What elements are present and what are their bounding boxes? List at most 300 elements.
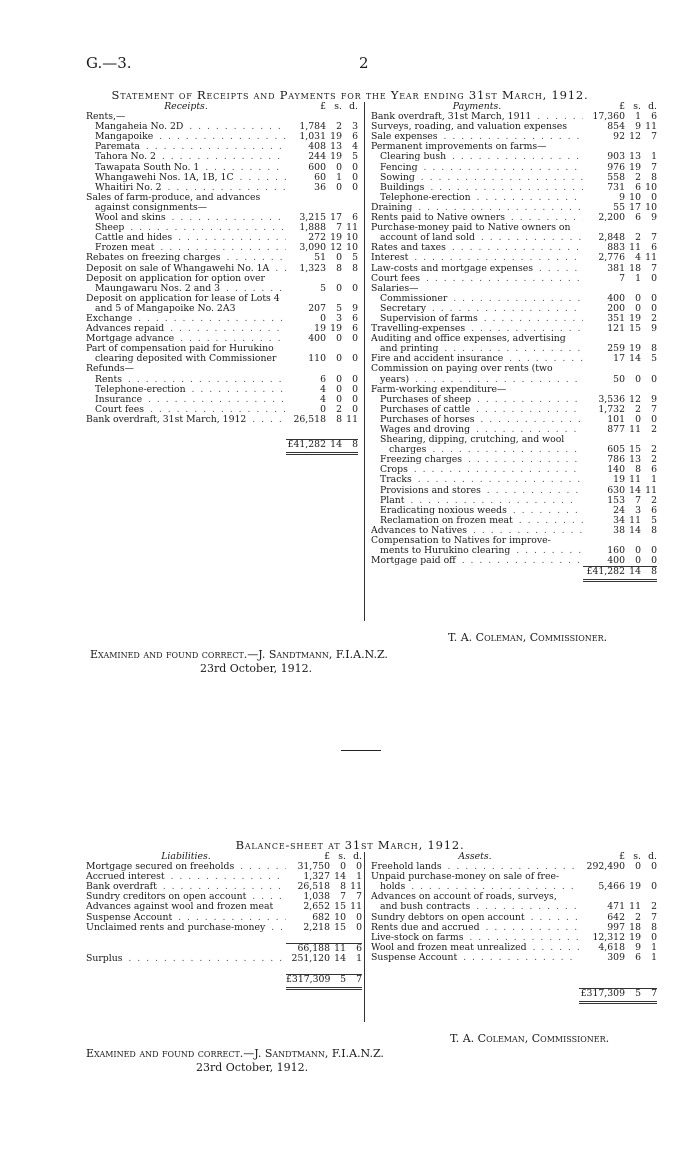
row-shillings: 13: [330, 141, 342, 153]
row-description: Sowing . .: [371, 173, 583, 183]
row-pounds: 272: [308, 232, 326, 244]
row-pence: 0: [356, 911, 362, 923]
ledger-row: [86, 395, 358, 405]
row-description: Suspense Account . .: [86, 913, 286, 923]
row-pounds: 1,323: [299, 262, 326, 274]
row-pounds: 4: [320, 383, 326, 395]
row-pence: 7: [651, 262, 657, 274]
ledger-row: [86, 264, 358, 274]
liabilities-heading: Liabilities.: [161, 851, 211, 862]
row-pence: 11: [645, 252, 657, 264]
row-shillings: 1: [635, 111, 641, 123]
row-shillings: 0: [635, 861, 641, 873]
row-pence: 0: [651, 292, 657, 304]
row-shillings: 0: [340, 861, 346, 873]
row-description: Permanent improvements on farms—: [371, 142, 547, 153]
balance-title: Balance-sheet at 31st March, 1912.: [235, 838, 465, 852]
row-description: Eradicating noxious weeds . .: [371, 506, 583, 516]
assets-table: [371, 852, 657, 1004]
row-description: Advances on account of roads, surveys,: [371, 892, 557, 903]
row-pounds: 19: [613, 474, 625, 486]
row-pounds: 786: [607, 454, 625, 466]
row-shillings: 2: [635, 403, 641, 415]
row-description: Surplus . .: [86, 954, 286, 964]
row-pounds: 153: [607, 494, 625, 506]
row-pence: 5: [651, 514, 657, 526]
row-pounds: 1,888: [299, 222, 326, 234]
row-pounds: 110: [308, 353, 326, 365]
row-pounds: 605: [607, 444, 625, 456]
row-pence: 0: [352, 171, 358, 183]
row-shillings: 8: [336, 413, 342, 425]
row-shillings: 19: [330, 323, 342, 335]
row-shillings: 12: [629, 131, 641, 143]
row-pounds: 38: [613, 524, 625, 536]
row-description: Freezing charges . .: [371, 455, 583, 465]
row-description: Sheep . .: [86, 223, 286, 233]
row-shillings: 17: [330, 212, 342, 224]
row-pounds: 381: [607, 262, 625, 274]
row-shillings: 1: [336, 171, 342, 183]
pound-header: £: [619, 101, 625, 112]
row-description: Salaries—: [371, 283, 419, 294]
pound-header: £: [619, 851, 625, 862]
row-pounds: 51: [314, 252, 326, 264]
row-pounds: 883: [607, 242, 625, 254]
row-pence: 6: [651, 464, 657, 476]
row-pence: [342, 193, 358, 203]
row-description: Rents,—: [86, 112, 126, 123]
row-shillings: 7: [336, 222, 342, 234]
row-shillings: 2: [635, 232, 641, 244]
row-shillings: 14: [629, 524, 641, 536]
row-pence: 6: [651, 111, 657, 123]
row-pence: 0: [352, 393, 358, 405]
row-shillings: 7: [635, 494, 641, 506]
row-shillings: 11: [629, 242, 641, 254]
row-shillings: 19: [330, 232, 342, 244]
row-shillings: 19: [330, 151, 342, 163]
balance-signature: T. A. Coleman, Commissioner.: [450, 1032, 610, 1045]
row-pence: 4: [352, 141, 358, 153]
row-pence: 0: [651, 881, 657, 893]
statement-signature: T. A. Coleman, Commissioner.: [448, 631, 608, 644]
row-description: [86, 943, 286, 954]
row-shillings: 11: [629, 424, 641, 435]
row-description: and 5 of Mangapoike No. 2A3: [95, 303, 236, 314]
row-pounds: 630: [607, 484, 625, 496]
row-shillings: 0: [336, 252, 342, 264]
row-shillings: 19: [629, 343, 641, 355]
row-pence: 1: [651, 951, 657, 963]
row-pence: 0: [356, 921, 362, 933]
row-pence: 9: [651, 212, 657, 224]
ledger-row: [86, 354, 358, 364]
shilling-header: s.: [338, 851, 346, 862]
row-pence: 10: [645, 181, 657, 193]
row-description: Surveys, roading, and valuation expenses: [371, 122, 568, 133]
row-description: Mangaheia No. 2D . .: [86, 122, 286, 132]
pence-header: d.: [648, 101, 657, 112]
row-description: Freehold lands . .: [371, 862, 579, 872]
row-description: years) . .: [371, 375, 583, 385]
page-ref: G.—3.: [86, 54, 132, 72]
row-pence: 11: [346, 413, 358, 425]
row-pounds: 558: [607, 171, 625, 183]
row-pounds: 92: [613, 131, 625, 143]
row-shillings: 14: [629, 484, 641, 496]
row-pounds: 2,218: [303, 921, 330, 933]
row-shillings: 8: [635, 464, 641, 476]
ledger-row: [86, 954, 362, 964]
row-shillings: 6: [635, 181, 641, 193]
row-shillings: 8: [336, 262, 342, 274]
row-pounds: 259: [607, 343, 625, 355]
row-pence: 0: [352, 333, 358, 345]
row-shillings: 0: [336, 353, 342, 365]
row-pence: 0: [651, 191, 657, 203]
row-pence: 11: [645, 121, 657, 133]
shilling-header: s.: [633, 101, 641, 112]
ledger-row: [371, 253, 657, 263]
row-shillings: 18: [629, 262, 641, 274]
row-pounds: 731: [607, 181, 625, 193]
row-shillings: 14: [629, 353, 641, 365]
shilling-header: s.: [633, 851, 641, 862]
row-description: Supervision of farms . .: [371, 314, 583, 324]
section-rule: [341, 750, 381, 751]
row-pounds: 17,360: [592, 111, 625, 123]
row-pence: 7: [651, 232, 657, 244]
row-description: Rents . .: [86, 375, 286, 385]
row-description: Mortgage advance . .: [86, 334, 286, 344]
row-shillings: 14: [334, 871, 346, 883]
row-pounds: 400: [607, 292, 625, 304]
row-shillings: 6: [635, 212, 641, 224]
row-pence: 6: [346, 943, 362, 954]
row-pence: 7: [651, 131, 657, 143]
row-description: Court fees . .: [371, 274, 583, 284]
row-pounds: 140: [607, 464, 625, 476]
row-shillings: [326, 193, 342, 203]
row-pounds: 1,031: [299, 131, 326, 143]
assets-total-pounds: £317,309: [579, 988, 625, 1002]
row-description: and bush contracts . .: [371, 902, 579, 912]
assets-total-pence: 7: [641, 988, 657, 1002]
row-description: holds . .: [371, 882, 579, 892]
row-pounds: 4: [320, 393, 326, 405]
row-description: Unclaimed rents and purchase-money . .: [86, 923, 286, 933]
row-description: Purchases of horses . .: [371, 415, 583, 425]
row-pence: 7: [651, 403, 657, 415]
row-shillings: 13: [629, 151, 641, 163]
row-description: Deposit on application for option over: [86, 273, 265, 284]
row-description: Sales of farm-produce, and advances: [86, 192, 261, 203]
ledger-row: [371, 953, 657, 963]
row-description: Refunds—: [86, 364, 134, 375]
row-shillings: 0: [635, 302, 641, 314]
ledger-row: [371, 183, 657, 193]
row-description: Frozen meat . .: [86, 243, 286, 253]
row-pence: 11: [645, 484, 657, 496]
row-shillings: 0: [336, 383, 342, 395]
row-description: Clearing bush . .: [371, 152, 583, 162]
row-description: Rebates on freezing charges . .: [86, 253, 286, 263]
ledger-row: [371, 882, 657, 892]
row-pence: 2: [651, 444, 657, 456]
row-pounds: 24: [613, 504, 625, 516]
row-pounds: 7: [619, 272, 625, 284]
receipts-total-shillings: 14: [326, 439, 342, 453]
row-pounds: 1,732: [598, 403, 625, 415]
row-description: Accrued interest . .: [86, 872, 286, 882]
row-shillings: 0: [336, 181, 342, 193]
row-pounds: 101: [607, 413, 625, 425]
row-pence: 0: [651, 373, 657, 385]
row-pounds: 997: [607, 921, 625, 933]
pound-header: £: [324, 851, 330, 862]
row-pounds: 408: [308, 141, 326, 153]
row-pence: 5: [651, 353, 657, 365]
receipts-table: [86, 102, 358, 455]
row-description: Mortgage secured on freeholds . .: [86, 862, 286, 872]
row-shillings: 14: [334, 952, 346, 964]
row-pence: 0: [352, 403, 358, 415]
row-pounds: 5,466: [598, 881, 625, 893]
row-description: Deposit on sale of Whangawehi No. 1A . .: [86, 264, 286, 274]
row-pounds: 292,490: [586, 861, 625, 873]
row-pounds: 55: [613, 201, 625, 213]
row-description: Advances repaid . .: [86, 324, 286, 334]
liabilities-total-pence: 7: [346, 975, 362, 989]
row-pence: 7: [356, 891, 362, 903]
statement-title: Statement of Receipts and Payments for the Year ending 31st March, 1912.: [111, 88, 589, 102]
row-shillings: 6: [635, 951, 641, 963]
balance-examined: Examined and found correct.—J. Sandtmann, F.I.A.N.Z.: [86, 1047, 384, 1060]
row-description: Auditing and office expenses, advertising: [371, 334, 566, 345]
row-description: Provisions and stores . .: [371, 486, 583, 496]
row-description: Plant . .: [371, 496, 583, 506]
row-description: Tawapata South No. 1 . .: [86, 163, 286, 173]
row-description: clearing deposited with Commissioner: [95, 354, 277, 365]
row-description: Purchases of sheep . .: [371, 395, 583, 405]
row-description: Rates and taxes . .: [371, 243, 583, 253]
row-description: Commissioner . .: [371, 294, 583, 304]
liabilities-total-shillings: 5: [330, 975, 346, 989]
row-description: Fire and accident insurance . .: [371, 354, 583, 364]
row-description: Deposit on application for lease of Lots 4: [86, 293, 280, 304]
row-shillings: 3: [336, 312, 342, 324]
row-description: Telephone-erection . .: [86, 385, 286, 395]
row-shillings: 5: [336, 302, 342, 314]
row-pence: 2: [651, 494, 657, 506]
ledger-row: [371, 274, 657, 284]
row-pence: 0: [352, 353, 358, 365]
row-pounds: 2,848: [598, 232, 625, 244]
pence-header: d.: [648, 851, 657, 862]
row-description: Law-costs and mortgage expenses . .: [371, 264, 583, 274]
row-description: Reclamation on frozen meat . .: [371, 516, 583, 526]
row-shillings: 1: [635, 272, 641, 284]
payments-heading: Payments.: [452, 101, 502, 112]
row-pounds: 17: [613, 353, 625, 365]
receipts-total-pounds: £41,282: [286, 439, 326, 453]
payments-table: [371, 102, 657, 582]
row-pence: 3: [352, 121, 358, 133]
row-pounds: 1,327: [303, 871, 330, 883]
row-pence: 1: [356, 871, 362, 883]
row-pounds: [286, 193, 326, 203]
row-pence: 9: [651, 393, 657, 405]
row-pounds: 207: [308, 302, 326, 314]
payments-total-shillings: 14: [625, 567, 641, 581]
row-pounds: 160: [607, 545, 625, 557]
row-pounds: 2,200: [598, 212, 625, 224]
row-description: Part of compensation paid for Hurukino: [86, 344, 274, 355]
row-shillings: 0: [336, 161, 342, 173]
ledger-row: [371, 264, 657, 274]
row-shillings: 0: [336, 393, 342, 405]
ledger-row: [371, 862, 657, 872]
balance-divider: [364, 852, 365, 1022]
row-pence: 6: [352, 312, 358, 324]
row-pence: 8: [651, 343, 657, 355]
row-description: Sale expenses . .: [371, 132, 583, 142]
row-pounds: 60: [314, 171, 326, 183]
row-pounds: 34: [613, 514, 625, 526]
row-pounds: 66,188: [286, 943, 330, 954]
ledger-row: [371, 526, 657, 536]
row-pounds: 642: [607, 911, 625, 923]
row-pounds: 9: [619, 191, 625, 203]
row-description: Interest . .: [371, 253, 583, 263]
row-description: Crops . .: [371, 465, 583, 475]
row-description: Advances against wool and frozen meat: [86, 902, 274, 913]
payments-total-pounds: £41,282: [583, 567, 625, 581]
row-pounds: 600: [308, 161, 326, 173]
row-pounds: 251,120: [291, 952, 330, 964]
row-shillings: 7: [340, 891, 346, 903]
row-pence: 6: [352, 212, 358, 224]
row-shillings: 0: [336, 333, 342, 345]
row-pounds: 471: [607, 901, 625, 913]
statement-examined: Examined and found correct.—J. Sandtmann, F.I.A.N.Z.: [90, 648, 388, 661]
row-description: Advances to Natives . .: [371, 526, 583, 536]
row-pence: 6: [651, 242, 657, 254]
row-shillings: 0: [336, 282, 342, 294]
row-pence: 7: [651, 911, 657, 923]
row-pence: 11: [346, 222, 358, 234]
row-description: Draining . .: [371, 203, 583, 213]
row-pence: 6: [352, 323, 358, 335]
pence-header: d.: [349, 101, 358, 112]
row-shillings: 15: [629, 444, 641, 456]
ledger-row: [86, 274, 358, 284]
ledger-row: [371, 324, 657, 334]
row-pounds: 12,312: [592, 931, 625, 943]
row-description: Compensation to Natives for improve-: [371, 536, 551, 547]
row-shillings: 19: [629, 931, 641, 943]
row-description: and printing . .: [371, 344, 583, 354]
row-description: Sundry debtors on open account . .: [371, 913, 579, 923]
row-description: Bank overdraft, 31st March, 1911 . .: [371, 112, 583, 122]
row-description: Farm-working expenditure—: [371, 384, 507, 395]
row-pence: 0: [651, 861, 657, 873]
row-description: Shearing, dipping, crutching, and wool: [380, 435, 565, 446]
row-pounds: 3,215: [299, 212, 326, 224]
row-pounds: 976: [607, 161, 625, 173]
row-description: Unpaid purchase-money on sale of free-: [371, 872, 560, 883]
row-description: Wages and droving . .: [371, 425, 583, 435]
row-pence: 6: [352, 131, 358, 143]
row-shillings: 19: [629, 312, 641, 324]
row-shillings: 2: [635, 911, 641, 923]
row-shillings: 9: [635, 941, 641, 953]
row-pence: 0: [352, 181, 358, 193]
row-description: Commission on paying over rents (two: [371, 364, 553, 375]
ledger-row: [86, 304, 358, 314]
row-description: Wool and frozen meat unrealized . .: [371, 943, 579, 953]
row-pence: 0: [651, 272, 657, 284]
row-shillings: 10: [629, 191, 641, 203]
row-pence: 8: [352, 262, 358, 274]
row-pounds: 6: [320, 373, 326, 385]
row-description: Secretary . .: [371, 304, 583, 314]
row-pounds: 903: [607, 151, 625, 163]
row-pounds: 400: [607, 555, 625, 567]
row-description: [86, 933, 286, 944]
row-description: Live-stock on farms . .: [371, 933, 579, 943]
row-shillings: 0: [635, 545, 641, 557]
row-pence: 2: [651, 454, 657, 466]
statement-divider: [364, 102, 365, 621]
liabilities-total-pounds: £317,309: [286, 975, 330, 989]
row-shillings: 12: [629, 393, 641, 405]
row-description: Sundry creditors on open account . .: [86, 892, 286, 902]
row-shillings: 2: [336, 121, 342, 133]
row-pence: 0: [352, 161, 358, 173]
row-description: Tracks . .: [371, 475, 583, 485]
row-pence: 1: [651, 474, 657, 486]
row-shillings: 3: [635, 504, 641, 516]
row-pence: 8: [651, 921, 657, 933]
row-pounds: 26,518: [297, 881, 330, 893]
row-description: charges . .: [371, 445, 583, 455]
row-description: Maungawaru Nos. 2 and 3 . .: [86, 284, 286, 294]
row-shillings: 10: [334, 911, 346, 923]
ledger-row: [86, 183, 358, 193]
row-pounds: 854: [607, 121, 625, 133]
row-shillings: [330, 933, 346, 944]
row-pence: 5: [352, 252, 358, 264]
assets-total-shillings: 5: [625, 988, 641, 1002]
row-description: Bank overdraft . .: [86, 882, 286, 892]
row-pence: 10: [346, 242, 358, 254]
row-description: Bank overdraft, 31st March, 1912 . .: [86, 415, 286, 425]
row-pounds: 2,776: [598, 252, 625, 264]
row-description: Travelling-expenses . .: [371, 324, 583, 334]
row-pence: 2: [651, 424, 657, 435]
row-pence: 9: [651, 323, 657, 335]
ledger-row: [371, 375, 657, 385]
row-pence: 0: [352, 282, 358, 294]
row-shillings: 15: [334, 901, 346, 913]
row-pence: 7: [651, 161, 657, 173]
row-pence: 0: [356, 861, 362, 873]
row-pence: 0: [352, 383, 358, 395]
row-pence: 10: [346, 232, 358, 244]
row-pence: 2: [651, 901, 657, 913]
